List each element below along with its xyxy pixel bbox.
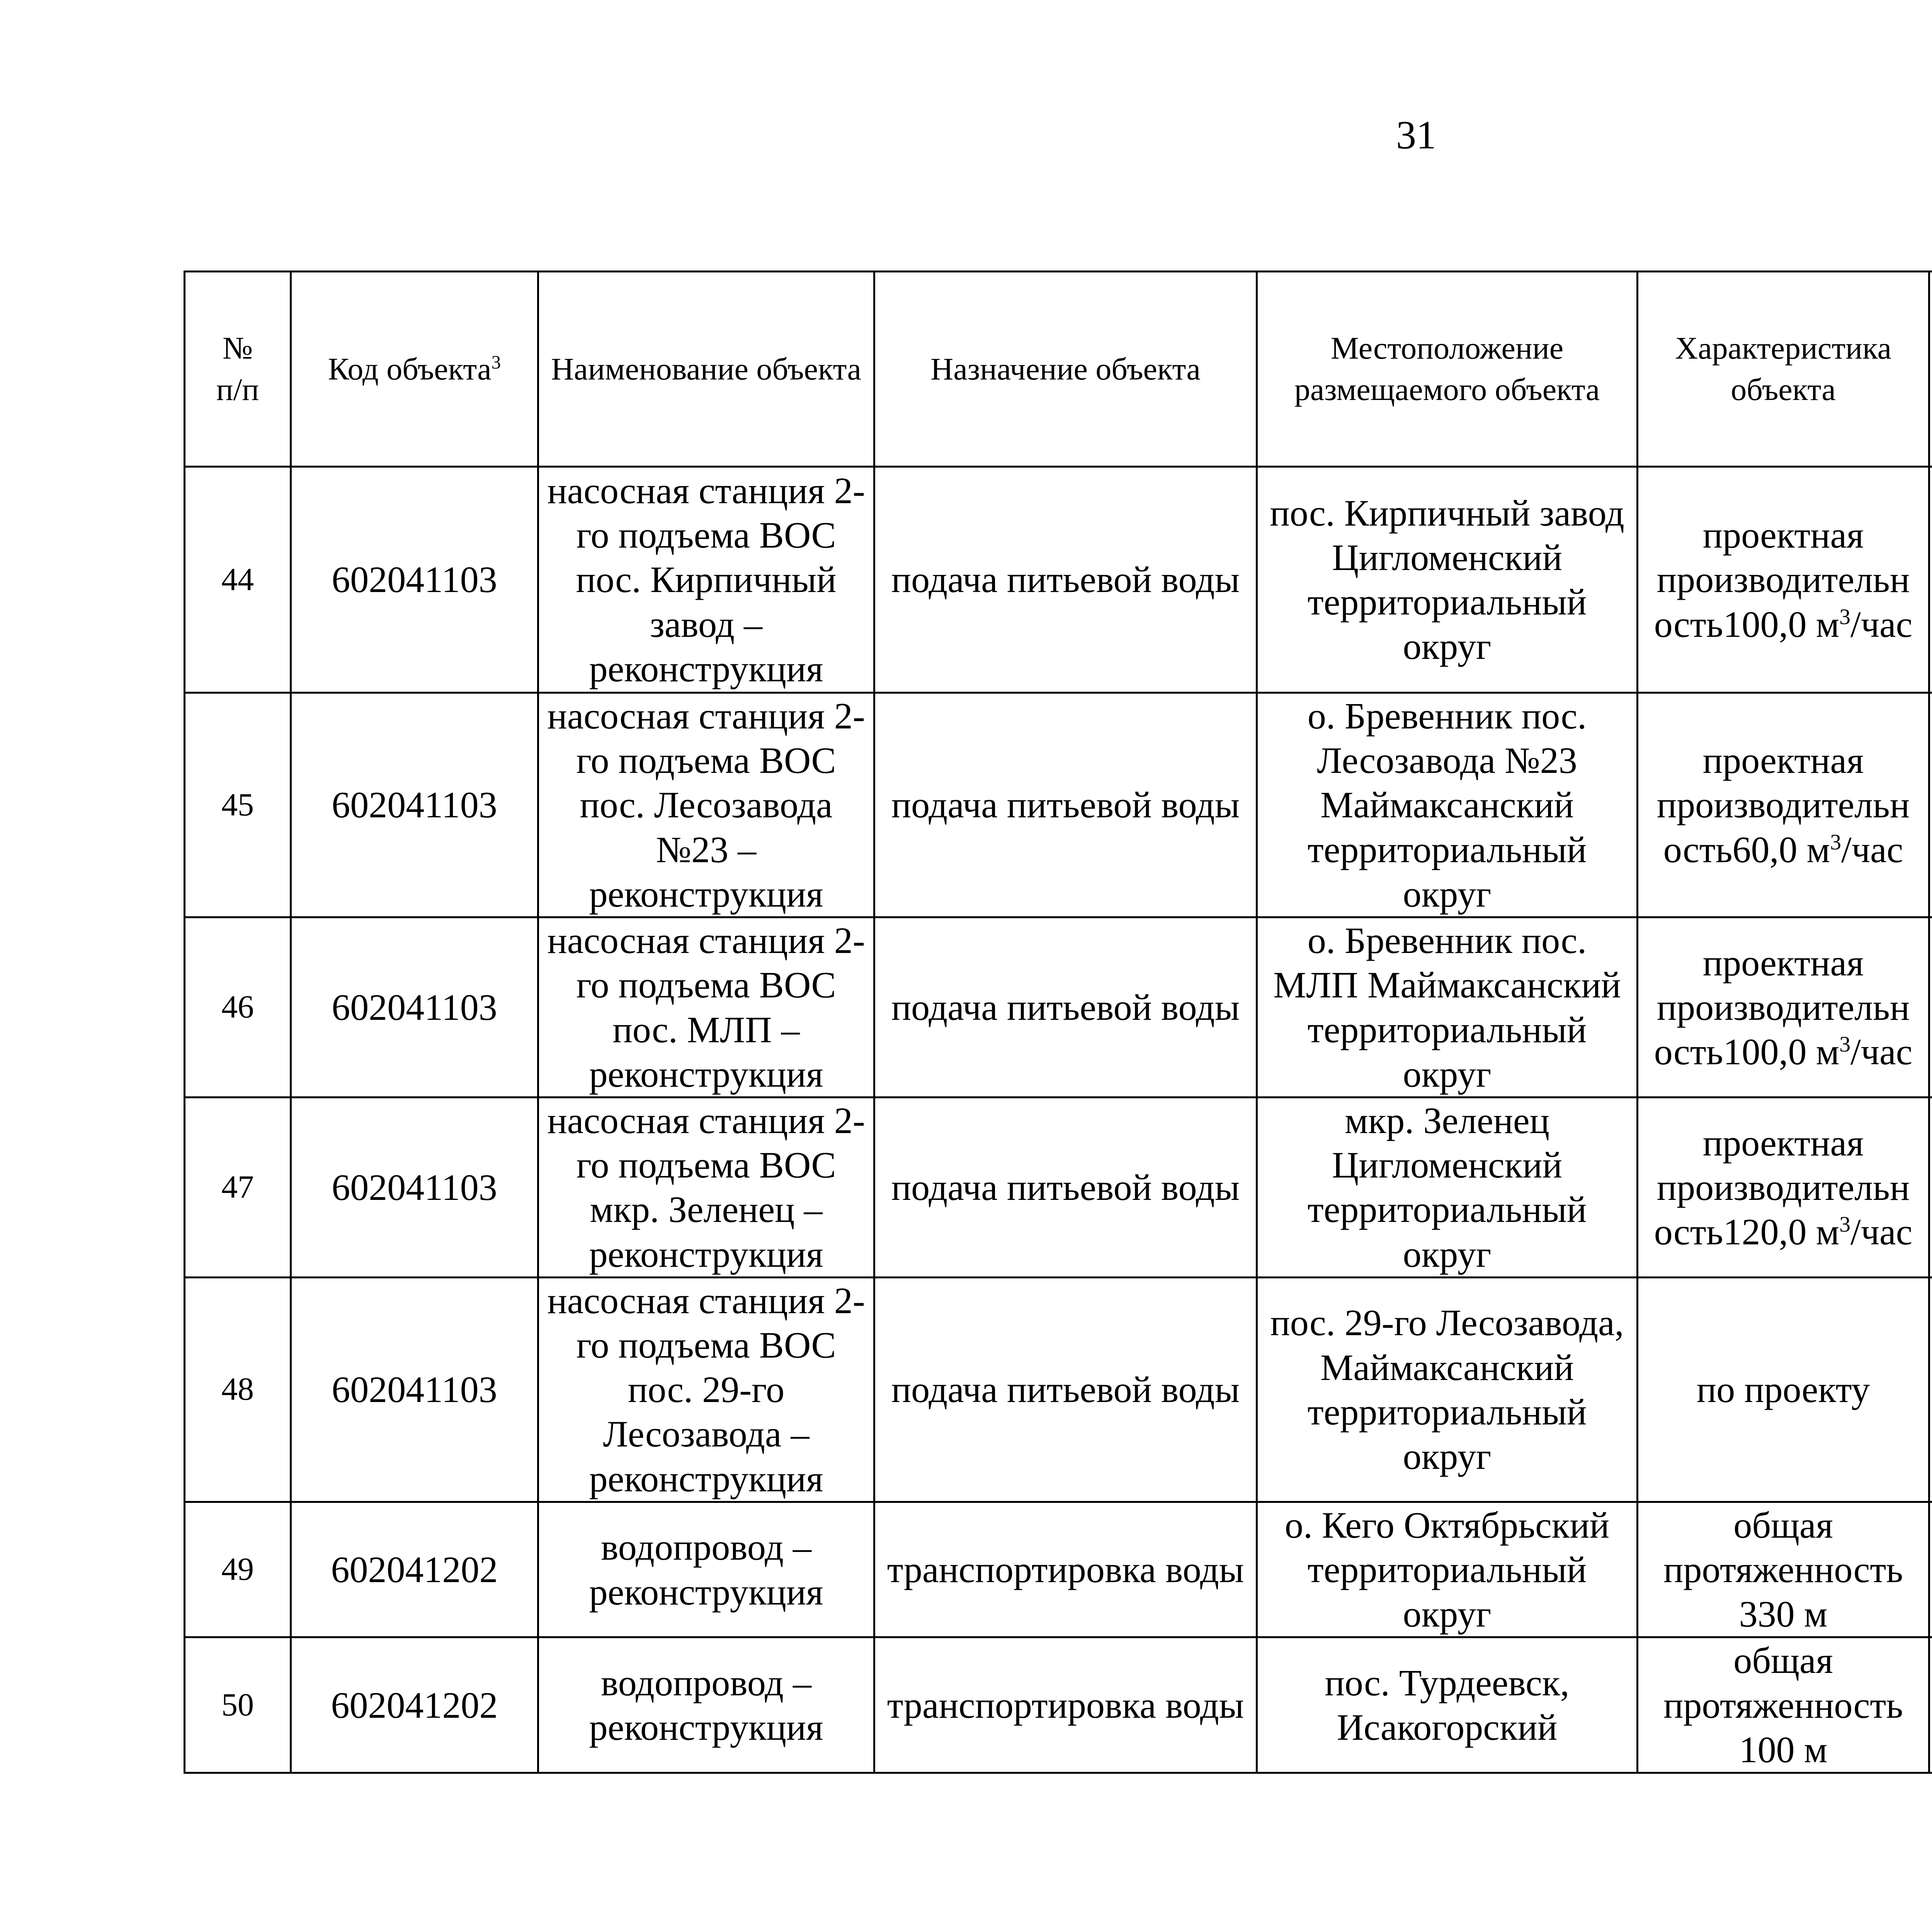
header-row bbox=[185, 272, 1932, 467]
object-name: насосная станция 2-го подъема ВОС мкр. Зеленец – реконструкция bbox=[538, 1097, 874, 1277]
object-purpose: подача питьевой воды bbox=[874, 467, 1257, 693]
object-name: водопровод – реконструкция bbox=[538, 1637, 874, 1773]
object-name: насосная станция 2-го подъема ВОС пос. МЛП – реконструкция bbox=[538, 917, 874, 1098]
object-purpose: подача питьевой воды bbox=[874, 1097, 1257, 1277]
object-characteristic: проектная производительн ость60,0 $м^3$/час bbox=[1638, 693, 1929, 917]
object-characteristic: проектная производительн ость120,0 $м^3$/час bbox=[1638, 1097, 1929, 1277]
object-location: пос. Турдеевск, Исакогорский bbox=[1257, 1637, 1638, 1773]
table-row bbox=[185, 1277, 1932, 1502]
header-zones bbox=[1929, 272, 1932, 467]
object-characteristic: проектная производительн ость100,0 $м^3$/час bbox=[1638, 917, 1929, 1098]
zone-characteristic bbox=[1929, 693, 1932, 917]
table-row bbox=[185, 467, 1932, 693]
object-purpose: транспортировка воды bbox=[874, 1637, 1257, 1773]
table-row bbox=[185, 1637, 1932, 1773]
object-code: 602041202 bbox=[291, 1502, 538, 1637]
row-number: 46 bbox=[185, 917, 291, 1098]
table-row bbox=[185, 1502, 1932, 1637]
object-code: 602041103 bbox=[291, 917, 538, 1098]
object-name: насосная станция 2-го подъема ВОС пос. Лесозавода №23 – реконструкция bbox=[538, 693, 874, 917]
object-location: о. Бревенник пос. Лесозавода №23 Маймаксанский территориальный округ bbox=[1257, 693, 1638, 917]
object-code: 602041103 bbox=[291, 693, 538, 917]
zone-characteristic bbox=[1929, 467, 1932, 693]
object-location: мкр. Зеленец Цигломенский территориальный округ bbox=[1257, 1097, 1638, 1277]
object-characteristic: общая протяженность 100 м bbox=[1638, 1637, 1929, 1773]
object-code: 602041103 bbox=[291, 1097, 538, 1277]
zone-characteristic bbox=[1929, 1637, 1932, 1773]
zone-characteristic bbox=[1929, 1097, 1932, 1277]
row-number: 50 bbox=[185, 1637, 291, 1773]
object-location: пос. 29-го Лесозавода, Маймаксанский территориальный округ bbox=[1257, 1277, 1638, 1502]
row-number: 49 bbox=[185, 1502, 291, 1637]
header-code: Код объекта$^3$ bbox=[291, 272, 538, 467]
page-number: 31 bbox=[1396, 113, 1436, 157]
table-row bbox=[185, 1097, 1932, 1277]
row-number: 48 bbox=[185, 1277, 291, 1502]
object-code: 602041202 bbox=[291, 1637, 538, 1773]
object-purpose: транспортировка воды bbox=[874, 1502, 1257, 1637]
object-name: насосная станция 2-го подъема ВОС пос. 29-го Лесозавода – реконструкция bbox=[538, 1277, 874, 1502]
header-name: Наименование объекта bbox=[538, 272, 874, 467]
object-location: пос. Кирпичный завод Цигломенский территориальный округ bbox=[1257, 467, 1638, 693]
object-characteristic: общая протяженность 330 м bbox=[1638, 1502, 1929, 1637]
table-row bbox=[185, 917, 1932, 1098]
header-characteristic: Характеристика объекта bbox=[1638, 272, 1929, 467]
object-purpose: подача питьевой воды bbox=[874, 1277, 1257, 1502]
object-characteristic: проектная производительн ость100,0 $м^3$/час bbox=[1638, 467, 1929, 693]
object-characteristic: по проекту bbox=[1638, 1277, 1929, 1502]
table-row bbox=[185, 693, 1932, 917]
zone-characteristic bbox=[1929, 1502, 1932, 1637]
object-code: 602041103 bbox=[291, 467, 538, 693]
header-num: № п/п bbox=[185, 272, 291, 467]
object-location: о. Бревенник пос. МЛП Маймаксанский территориальный округ bbox=[1257, 917, 1638, 1098]
object-purpose: подача питьевой воды bbox=[874, 693, 1257, 917]
header-location: Местоположение размещаемого объекта bbox=[1257, 272, 1638, 467]
object-name: насосная станция 2-го подъема ВОС пос. Кирпичный завод – реконструкция bbox=[538, 467, 874, 693]
object-code: 602041103 bbox=[291, 1277, 538, 1502]
header-purpose: Назначение объекта bbox=[874, 272, 1257, 467]
row-number: 44 bbox=[185, 467, 291, 693]
row-number: 47 bbox=[185, 1097, 291, 1277]
zone-characteristic bbox=[1929, 1277, 1932, 1502]
object-name: водопровод – реконструкция bbox=[538, 1502, 874, 1637]
object-location: о. Кего Октябрьский территориальный округ bbox=[1257, 1502, 1638, 1637]
objects-table bbox=[184, 271, 1932, 1774]
object-purpose: подача питьевой воды bbox=[874, 917, 1257, 1098]
row-number: 45 bbox=[185, 693, 291, 917]
zone-characteristic bbox=[1929, 917, 1932, 1098]
